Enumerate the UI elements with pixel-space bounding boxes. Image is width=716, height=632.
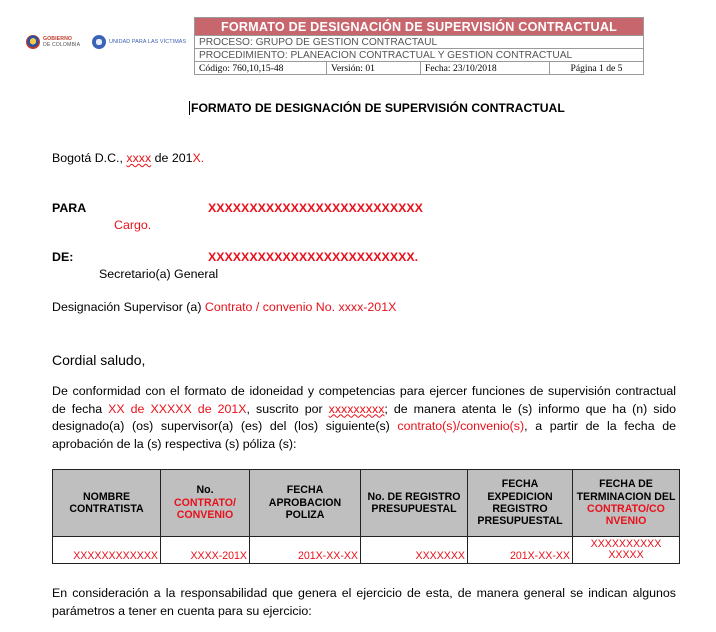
document-title-text: FORMATO DE DESIGNACIÓN DE SUPERVISIÓN CONTRACTUAL [191, 101, 565, 115]
para-name: XXXXXXXXXXXXXXXXXXXXXXXXXX [208, 201, 423, 215]
p1-contrato: contrato(s)/convenio(s) [397, 419, 525, 433]
p1-d: , a partir de la fecha de aprobación de la (s) respectiva (s) póliza (s): [52, 419, 676, 451]
th-terminacion-b: CONTRATO/CO NVENIO [587, 503, 665, 528]
header-codigo: Código: 760,10,15-48 [195, 62, 327, 75]
cell-fecha-expedicion: 201X-XX-XX [468, 537, 573, 564]
cell-registro: XXXXXXX [361, 537, 468, 564]
header-logos [20, 17, 194, 74]
table-header-row [53, 470, 680, 537]
cell-contrato: XXXX-201X [161, 537, 250, 564]
header-fecha: Fecha: 23/10/2018 [421, 62, 550, 75]
th-contrato-label: CONTRATO/ CONVENIO [174, 496, 236, 522]
document-title [189, 101, 565, 115]
de-cargo: Secretario(a) General [99, 267, 219, 281]
p1-b: , suscrito por [246, 401, 329, 416]
designacion-prefix: Designación Supervisor (a) [52, 300, 205, 314]
victimas-seal-icon [92, 35, 106, 49]
place-date-line [52, 151, 204, 165]
colombia-seal-icon [26, 35, 40, 49]
th-nombre: NOMBRE CONTRATISTA [53, 470, 161, 537]
para-cargo: Cargo. [114, 218, 152, 232]
header-pagina: Página 1 de 5 [550, 62, 644, 75]
p1-fecha: XX de XXXXX de 201X [108, 401, 247, 416]
designacion-line [52, 300, 396, 314]
supervision-table [52, 469, 680, 564]
gobierno-line1: GOBIERNO [43, 36, 73, 42]
victimas-text: UNIDAD PARA LAS VÍCTIMAS [109, 39, 187, 45]
table-row [53, 537, 680, 564]
cell-terminacion: XXXXXXXXXX XXXXX [573, 537, 680, 564]
th-terminacion [573, 470, 680, 537]
th-fecha-aprobacion: FECHA APROBACION POLIZA [250, 470, 361, 537]
text-cursor [189, 101, 190, 115]
gobierno-logo [26, 35, 80, 49]
p1-a: De conformidad con el formato de idoneidad y competencias para ejercer funciones de supervisión contractual de fecha [52, 384, 676, 416]
paragraph-1 [52, 383, 676, 453]
gobierno-line2: DE COLOMBIA [43, 42, 81, 48]
p1-suscrito: xxxxxxxxx [328, 401, 385, 416]
header-proceso: PROCESO: GRUPO DE GESTION CONTRACTAUL [195, 36, 644, 49]
place-year: X. [192, 151, 205, 165]
header-procedimiento: PROCEDIMIENTO: PLANEACION CONTRACTUAL Y GESTION CONTRACTUAL [195, 49, 644, 62]
para-label: PARA [52, 201, 87, 215]
designacion-contrato: Contrato / convenio No. xxxx-201X [204, 300, 397, 314]
place-mid: de 201 [151, 151, 193, 165]
paragraph-2: En consideración a la responsabilidad que genera el ejercicio de esta, de manera general se indican algunos parámetros a tener en cuenta para su ejercicio: [52, 586, 676, 618]
cell-nombre: XXXXXXXXXXXX [53, 537, 161, 564]
th-registro: No. DE REGISTRO PRESUPUESTAL [361, 470, 468, 537]
header-table [194, 17, 644, 75]
place-day: xxxx [126, 151, 152, 165]
header-title: FORMATO DE DESIGNACIÓN DE SUPERVISIÓN CONTRACTUAL [195, 18, 644, 36]
place-prefix: Bogotá D.C., [52, 151, 127, 165]
saludo: Cordial saludo, [52, 352, 146, 368]
cell-fecha-aprobacion: 201X-XX-XX [250, 537, 361, 564]
th-no: No. [196, 484, 214, 497]
p1-c: ; de manera atenta le (s) informo que ha (n) sido designado(a) (os) supervisor(a) (es) del (los) siguiente(s) [52, 401, 676, 433]
de-name: XXXXXXXXXXXXXXXXXXXXXXXXX. [208, 250, 419, 264]
th-fecha-expedicion: FECHA EXPEDICION REGISTRO PRESUPUESTAL [468, 470, 573, 537]
th-contrato [161, 470, 250, 537]
de-label: DE: [52, 250, 74, 264]
th-terminacion-a: FECHA DE TERMINACION DEL [576, 478, 676, 503]
unidad-victimas-logo [92, 35, 186, 49]
header-version: Versión: 01 [327, 62, 421, 75]
